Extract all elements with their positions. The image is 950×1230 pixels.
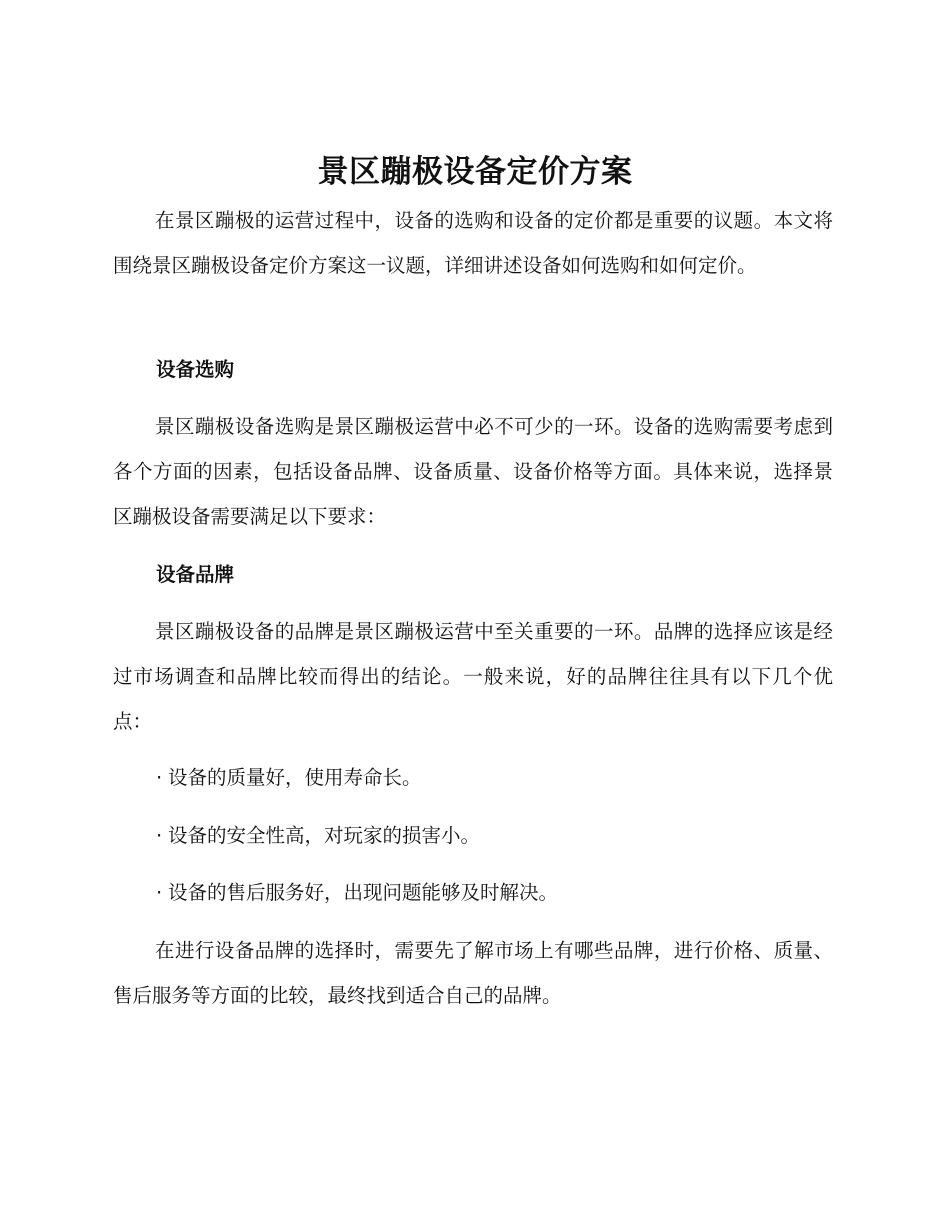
closing-paragraph: 在进行设备品牌的选择时，需要先了解市场上有哪些品牌，进行价格、质量、售后服务等方面的比较，最终找到适合自己的品牌。 [113, 939, 833, 1007]
purchase-paragraph: 景区蹦极设备选购是景区蹦极运营中必不可少的一环。设备的选购需要考虑到各个方面的因素，包括设备品牌、设备质量、设备价格等方面。具体来说，选择景区蹦极设备需要满足以下要求： [113, 415, 833, 528]
list-item-text: 设备的安全性高，对玩家的损害小。 [168, 824, 481, 847]
brand-paragraph: 景区蹦极设备的品牌是景区蹦极运营中至关重要的一环。品牌的选择应该是经过市场调查和品牌比较而得出的结论。一般来说，好的品牌往往具有以下几个优点： [113, 620, 833, 733]
section-heading-equipment-brand: 设备品牌 [156, 563, 235, 586]
bullet-marker: · [156, 881, 163, 904]
list-item-text: 设备的质量好，使用寿命长。 [168, 766, 422, 789]
list-item-text: 设备的售后服务好，出现问题能够及时解决。 [168, 881, 559, 904]
section-heading-equipment-purchase: 设备选购 [156, 358, 235, 381]
document-title: 景区蹦极设备定价方案 [317, 154, 633, 190]
list-item [156, 870, 558, 915]
bullet-marker: · [156, 766, 163, 789]
bullet-marker: · [156, 824, 163, 847]
intro-paragraph: 在景区蹦极的运营过程中，设备的选购和设备的定价都是重要的议题。本文将围绕景区蹦极设备定价方案这一议题，详细讲述设备如何选购和如何定价。 [113, 209, 833, 277]
list-item [156, 755, 422, 800]
list-item [156, 813, 480, 858]
